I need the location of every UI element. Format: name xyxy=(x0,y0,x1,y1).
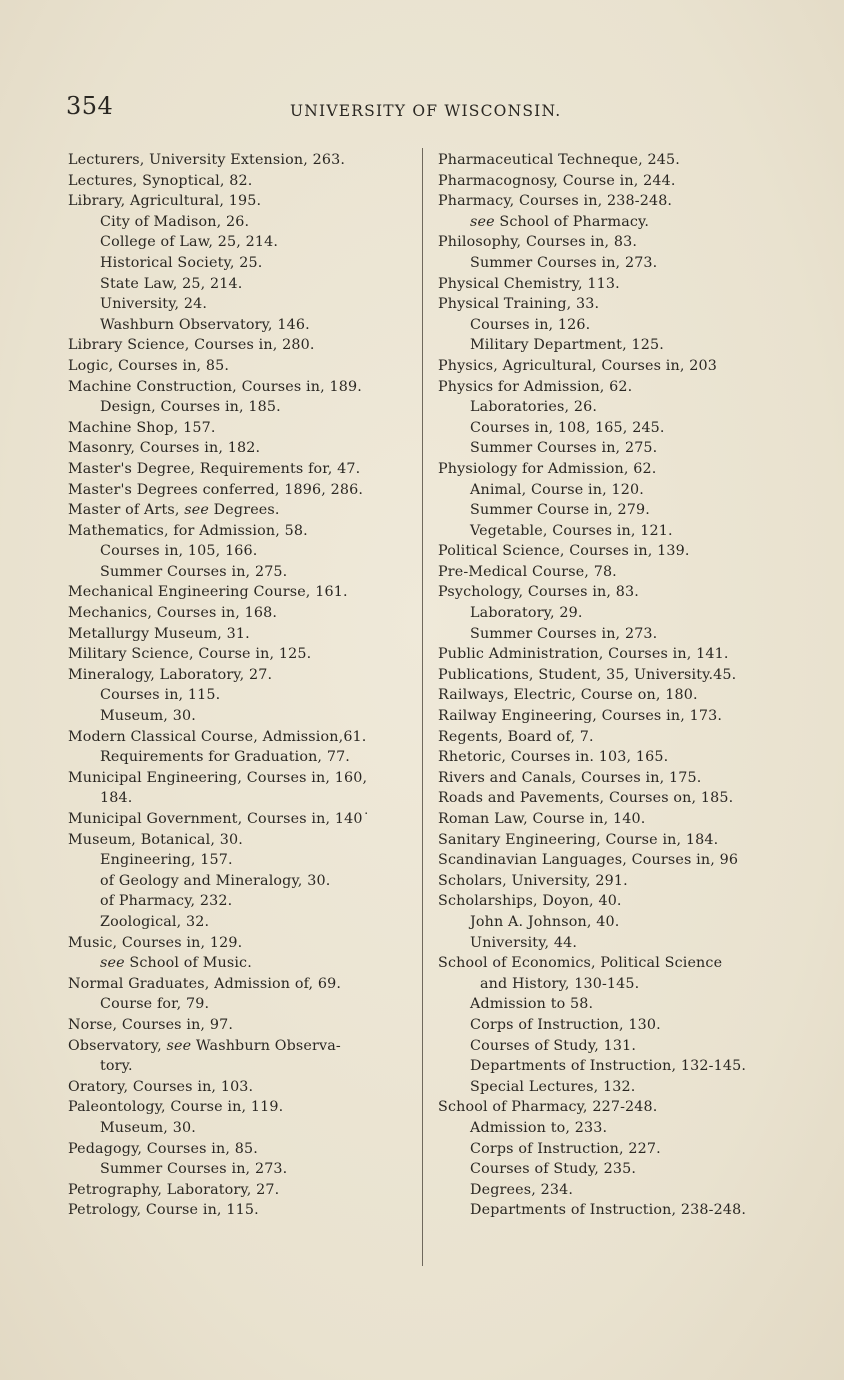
index-entry xyxy=(438,274,784,295)
entry-text: Psychology, Courses in, 83. xyxy=(438,584,639,601)
see-reference: see xyxy=(184,502,209,519)
entry-text: Mechanical Engineering Course, 161. xyxy=(68,584,348,601)
entry-text: Pharmaceutical Techneque, 245. xyxy=(438,152,680,168)
entry-text: Public Administration, Courses in, 141. xyxy=(438,646,729,663)
entry-text: Vegetable, Courses in, 121. xyxy=(470,522,673,539)
index-entry xyxy=(68,500,414,521)
entry-text: Machine Construction, Courses in, 189. xyxy=(68,378,362,395)
index-entry xyxy=(68,974,414,995)
index-entry xyxy=(438,356,784,377)
entry-text: Library Science, Courses in, 280. xyxy=(68,337,315,354)
entry-text: Museum, 30. xyxy=(100,708,196,725)
entry-text: Mineralogy, Laboratory, 27. xyxy=(68,666,273,683)
index-entry xyxy=(68,1097,414,1118)
entry-text: Summer Courses in, 273. xyxy=(100,1161,288,1178)
index-entry xyxy=(438,747,784,768)
entry-text: Master's Degrees conferred, 1896, 286. xyxy=(68,481,364,498)
index-entry xyxy=(438,706,784,727)
entry-text: Roads and Pavements, Courses on, 185. xyxy=(438,790,734,807)
index-entry xyxy=(68,603,414,624)
index-subentry xyxy=(438,1159,784,1180)
index-subentry xyxy=(68,850,414,871)
entry-text: Laboratories, 26. xyxy=(470,399,598,416)
entry-text: Washburn Observatory, 146. xyxy=(100,316,310,333)
index-entry xyxy=(438,685,784,706)
index-subentry xyxy=(438,1015,784,1036)
index-subentry xyxy=(438,624,784,645)
index-entry xyxy=(438,809,784,830)
index-entry xyxy=(438,665,784,686)
index-entry xyxy=(438,171,784,192)
entry-text: Courses in, 126. xyxy=(470,316,591,333)
index-subentry xyxy=(438,418,784,439)
index-subentry xyxy=(68,541,414,562)
index-entry xyxy=(68,1200,414,1221)
entry-text: tory. xyxy=(100,1058,133,1075)
index-subentry xyxy=(68,912,414,933)
index-entry xyxy=(68,1036,414,1057)
index-subentry xyxy=(68,274,414,295)
running-head: UNIVERSITY OF WISCONSIN. xyxy=(290,102,562,120)
index-entry xyxy=(438,788,784,809)
entry-text: Course for, 79. xyxy=(100,996,210,1013)
index-entry xyxy=(438,582,784,603)
see-target: School of Pharmacy. xyxy=(494,213,650,230)
index-entry xyxy=(438,562,784,583)
index-entry xyxy=(438,294,784,315)
index-entry xyxy=(438,150,784,171)
see-target: Degrees. xyxy=(208,502,280,519)
index-entry xyxy=(68,480,414,501)
index-subentry xyxy=(68,232,414,253)
entry-text: Corps of Instruction, 227. xyxy=(470,1140,661,1157)
index-subentry xyxy=(68,1056,414,1077)
entry-text: Master's Degree, Requirements for, 47. xyxy=(68,460,361,477)
entry-text: Degrees, 234. xyxy=(470,1181,574,1198)
entry-text: Summer Course in, 279. xyxy=(470,502,650,519)
see-reference: see xyxy=(470,213,495,230)
entry-text: Modern Classical Course, Admission,61. xyxy=(68,728,367,745)
entry-text: Normal Graduates, Admission of, 69. xyxy=(68,975,342,992)
index-entry xyxy=(68,665,414,686)
entry-text: Military Science, Course in, 125. xyxy=(68,646,312,663)
index-subentry xyxy=(68,788,414,809)
index-entry xyxy=(68,1077,414,1098)
entry-text: Observatory, xyxy=(68,1037,167,1054)
index-column-left xyxy=(68,150,414,1221)
entry-text: Masonry, Courses in, 182. xyxy=(68,440,261,457)
entry-text: School of Economics, Political Science xyxy=(438,955,723,972)
entry-text: City of Madison, 26. xyxy=(100,213,250,230)
index-subentry xyxy=(438,1200,784,1221)
index-entry xyxy=(68,933,414,954)
see-reference: see xyxy=(166,1037,192,1054)
page-number: 354 xyxy=(66,92,114,120)
entry-text: Scandinavian Languages, Courses in, 96 xyxy=(438,852,739,869)
index-subentry xyxy=(68,1159,414,1180)
entry-text: Municipal Government, Courses in, 140˙ xyxy=(68,811,370,827)
entry-text: Physical Chemistry, 113. xyxy=(438,275,620,292)
entry-text: Admission to 58. xyxy=(470,996,594,1013)
entry-text: Animal, Course in, 120. xyxy=(470,481,644,498)
index-subentry xyxy=(438,1118,784,1139)
entry-text: Summer Courses in, 273. xyxy=(470,625,658,642)
index-entry xyxy=(438,891,784,912)
index-entry xyxy=(438,871,784,892)
entry-text: Design, Courses in, 185. xyxy=(100,399,281,416)
entry-text: Admission to, 233. xyxy=(470,1119,608,1136)
entry-text: Master of Arts, xyxy=(68,502,185,519)
index-entry xyxy=(68,768,414,789)
index-entry xyxy=(438,953,784,974)
index-subentry xyxy=(438,480,784,501)
entry-text: John A. Johnson, 40. xyxy=(470,913,620,930)
index-entry xyxy=(68,582,414,603)
index-subentry xyxy=(68,953,414,974)
entry-text: Zoological, 32. xyxy=(100,913,210,930)
entry-text: College of Law, 25, 214. xyxy=(100,234,279,251)
index-entry xyxy=(68,171,414,192)
entry-text: Historical Society, 25. xyxy=(100,254,263,271)
index-entry xyxy=(68,356,414,377)
index-entry xyxy=(68,1180,414,1201)
entry-text: Pre-Medical Course, 78. xyxy=(438,563,617,580)
entry-text: Summer Courses in, 273. xyxy=(470,254,658,271)
index-entry xyxy=(68,191,414,212)
index-subentry xyxy=(68,1118,414,1139)
index-entry xyxy=(438,191,784,212)
index-entry xyxy=(68,727,414,748)
index-entry xyxy=(438,232,784,253)
index-subentry xyxy=(438,1056,784,1077)
index-subentry xyxy=(68,562,414,583)
entry-text: Lecturers, University Extension, 263. xyxy=(68,152,346,168)
entry-text: Logic, Courses in, 85. xyxy=(68,357,230,374)
entry-text: Museum, 30. xyxy=(100,1119,196,1136)
entry-text: Courses in, 108, 165, 245. xyxy=(470,419,665,436)
entry-text: Political Science, Courses in, 139. xyxy=(438,543,690,560)
entry-text: Paleontology, Course in, 119. xyxy=(68,1099,284,1116)
index-subentry xyxy=(68,397,414,418)
index-entry xyxy=(438,541,784,562)
entry-text: Pharmacognosy, Course in, 244. xyxy=(438,172,676,189)
entry-text: Museum, Botanical, 30. xyxy=(68,831,243,848)
entry-text: 184. xyxy=(100,790,133,807)
entry-text: of Geology and Mineralogy, 30. xyxy=(100,872,331,889)
index-entry xyxy=(68,377,414,398)
entry-text: Corps of Instruction, 130. xyxy=(470,1016,661,1033)
entry-text: Military Department, 125. xyxy=(470,337,664,354)
entry-text: Summer Courses in, 275. xyxy=(470,440,658,457)
index-subentry xyxy=(68,747,414,768)
entry-text: Petrography, Laboratory, 27. xyxy=(68,1181,280,1198)
entry-text: School of Pharmacy, 227-248. xyxy=(438,1099,658,1116)
index-subentry xyxy=(438,933,784,954)
index-entry xyxy=(68,624,414,645)
entry-text: Philosophy, Courses in, 83. xyxy=(438,234,638,251)
index-entry xyxy=(68,644,414,665)
entry-text: University, 44. xyxy=(470,934,578,951)
column-divider xyxy=(422,148,423,1266)
entry-text: Requirements for Graduation, 77. xyxy=(100,749,351,766)
see-reference: see xyxy=(100,955,125,972)
index-entry xyxy=(68,150,414,171)
entry-text: Pedagogy, Courses in, 85. xyxy=(68,1140,258,1157)
entry-text: Physical Training, 33. xyxy=(438,296,600,313)
entry-text: Courses of Study, 235. xyxy=(470,1161,637,1178)
index-entry xyxy=(68,809,414,830)
index-subentry xyxy=(438,212,784,233)
entry-text: State Law, 25, 214. xyxy=(100,275,243,292)
entry-text: Metallurgy Museum, 31. xyxy=(68,625,250,642)
entry-text: Courses of Study, 131. xyxy=(470,1037,637,1054)
entry-text: Special Lectures, 132. xyxy=(470,1078,636,1095)
index-subentry xyxy=(438,912,784,933)
see-target: School of Music. xyxy=(124,955,252,972)
index-subentry xyxy=(438,1036,784,1057)
index-subentry xyxy=(68,706,414,727)
entry-text: Municipal Engineering, Courses in, 160, xyxy=(68,769,368,786)
index-subentry xyxy=(438,438,784,459)
entry-text: Courses in, 115. xyxy=(100,687,221,704)
entry-text: Physics for Admission, 62. xyxy=(438,378,633,395)
index-subentry xyxy=(68,994,414,1015)
index-entry xyxy=(438,727,784,748)
entry-text: Lectures, Synoptical, 82. xyxy=(68,172,253,189)
index-entry xyxy=(438,850,784,871)
entry-text: Mechanics, Courses in, 168. xyxy=(68,605,278,622)
entry-text: Sanitary Engineering, Course in, 184. xyxy=(438,831,719,848)
entry-text: Roman Law, Course in, 140. xyxy=(438,811,646,827)
index-entry xyxy=(438,377,784,398)
index-entry xyxy=(68,459,414,480)
index-subentry xyxy=(438,1077,784,1098)
entry-text: Rhetoric, Courses in. 103, 165. xyxy=(438,749,669,766)
index-entry xyxy=(438,644,784,665)
index-subentry xyxy=(438,521,784,542)
see-target: Washburn Observa- xyxy=(191,1037,341,1054)
index-subentry xyxy=(438,994,784,1015)
index-entry xyxy=(68,335,414,356)
entry-text: Norse, Courses in, 97. xyxy=(68,1016,234,1033)
index-entry xyxy=(438,830,784,851)
entry-text: Physics, Agricultural, Courses in, 203 xyxy=(438,357,718,374)
index-subentry xyxy=(438,500,784,521)
index-entry xyxy=(438,459,784,480)
entry-text: Physiology for Admission, 62. xyxy=(438,460,657,477)
index-entry xyxy=(68,1015,414,1036)
entry-text: Rivers and Canals, Courses in, 175. xyxy=(438,769,702,786)
entry-text: Pharmacy, Courses in, 238-248. xyxy=(438,193,673,210)
entry-text: University, 24. xyxy=(100,296,208,313)
entry-text: Scholarships, Doyon, 40. xyxy=(438,893,622,910)
index-subentry xyxy=(438,397,784,418)
entry-text: Scholars, University, 291. xyxy=(438,872,628,889)
index-subentry xyxy=(68,294,414,315)
index-column-right xyxy=(438,150,784,1221)
index-subentry xyxy=(438,1180,784,1201)
index-entry xyxy=(438,768,784,789)
entry-text: Courses in, 105, 166. xyxy=(100,543,258,560)
entry-text: Regents, Board of, 7. xyxy=(438,728,594,745)
index-subentry xyxy=(68,871,414,892)
index-entry xyxy=(438,1097,784,1118)
entry-text: Publications, Student, 35, University.45. xyxy=(438,666,737,683)
index-subentry xyxy=(68,212,414,233)
entry-text: Laboratory, 29. xyxy=(470,605,583,622)
index-entry xyxy=(68,438,414,459)
index-subentry xyxy=(68,685,414,706)
index-subentry xyxy=(68,891,414,912)
index-subentry xyxy=(438,335,784,356)
entry-text: Engineering, 157. xyxy=(100,852,233,869)
index-subentry xyxy=(438,253,784,274)
entry-text: and History, 130-145. xyxy=(480,975,640,992)
index-subentry xyxy=(68,315,414,336)
entry-text: of Pharmacy, 232. xyxy=(100,893,233,910)
entry-text: Departments of Instruction, 238-248. xyxy=(470,1202,747,1219)
entry-text: Music, Courses in, 129. xyxy=(68,934,243,951)
entry-text: Oratory, Courses in, 103. xyxy=(68,1078,254,1095)
entry-text: Railways, Electric, Course on, 180. xyxy=(438,687,698,704)
index-entry xyxy=(68,418,414,439)
index-subentry xyxy=(438,603,784,624)
index-subentry xyxy=(438,1139,784,1160)
index-entry xyxy=(68,521,414,542)
entry-text: Railway Engineering, Courses in, 173. xyxy=(438,708,723,725)
entry-text: Library, Agricultural, 195. xyxy=(68,193,262,210)
index-entry xyxy=(68,830,414,851)
index-subentry xyxy=(438,974,784,995)
index-entry xyxy=(68,1139,414,1160)
index-subentry xyxy=(68,253,414,274)
entry-text: Summer Courses in, 275. xyxy=(100,563,288,580)
entry-text: Departments of Instruction, 132-145. xyxy=(470,1058,747,1075)
page-header xyxy=(66,92,786,128)
entry-text: Petrology, Course in, 115. xyxy=(68,1202,259,1219)
entry-text: Mathematics, for Admission, 58. xyxy=(68,522,308,539)
entry-text: Machine Shop, 157. xyxy=(68,419,216,436)
index-subentry xyxy=(438,315,784,336)
